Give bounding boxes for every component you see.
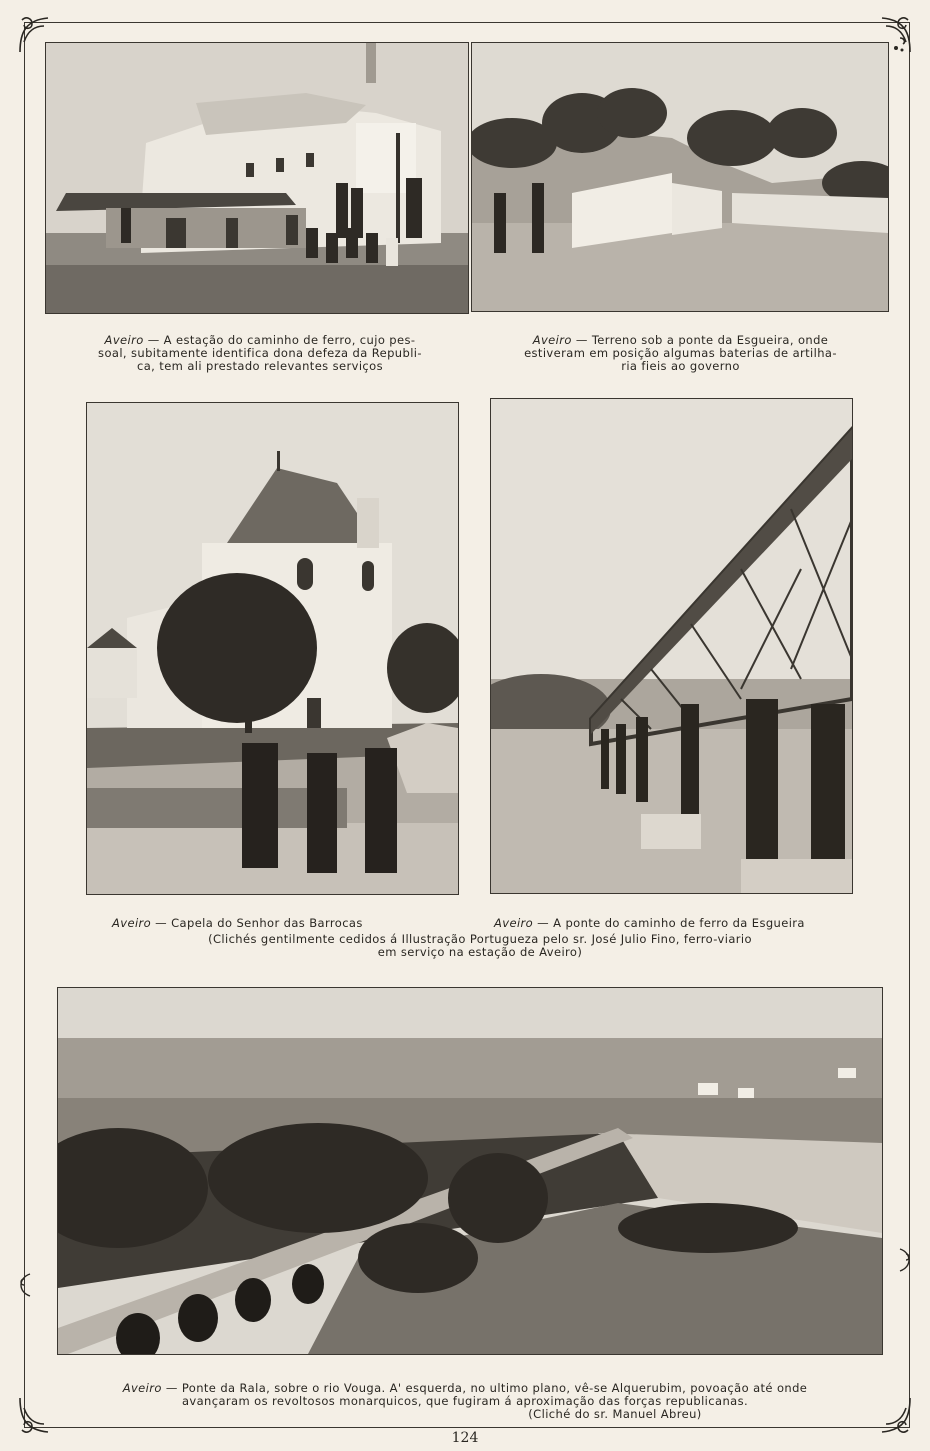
photo-credit bbox=[100, 933, 860, 959]
photo-credit-line-2: em serviço na estação de Aveiro) bbox=[377, 945, 583, 959]
station-photo bbox=[45, 42, 469, 314]
terrain-caption bbox=[488, 334, 873, 373]
railbridge-photo bbox=[490, 398, 853, 894]
station-caption-line-2: soal, subitamente identifica dona defeza da Republi- bbox=[98, 346, 422, 360]
terrain-photo bbox=[471, 42, 889, 312]
rala-credit: (Cliché do sr. Manuel Abreu) bbox=[528, 1407, 702, 1421]
railbridge-caption-text: — A ponte do caminho de ferro da Esgueira bbox=[537, 916, 805, 930]
station-caption-line-3: ca, tem ali prestado relevantes serviços bbox=[137, 359, 383, 373]
side-ornament-left bbox=[10, 1270, 40, 1300]
rala-caption-place: Aveiro bbox=[122, 1381, 162, 1395]
rala-bridge-photo bbox=[57, 987, 883, 1355]
rala-caption bbox=[30, 1382, 900, 1421]
station-caption-place: Aveiro bbox=[104, 333, 144, 347]
rala-caption-line-1: — Ponte da Rala, sobre o rio Vouga. A' esquerda, no ultimo plano, vê-se Alquerubim, povoação até onde bbox=[165, 1381, 808, 1395]
railbridge-caption bbox=[494, 917, 874, 930]
side-ornament-right bbox=[890, 1245, 920, 1275]
terrain-caption-line-1: — Terreno sob a ponte da Esgueira, onde bbox=[575, 333, 829, 347]
chapel-photo bbox=[86, 402, 459, 895]
station-caption bbox=[60, 334, 460, 373]
terrain-caption-line-2: estiveram em posição algumas baterias de artilha- bbox=[524, 346, 837, 360]
photo-credit-line-1: (Clichés gentilmente cedidos á Illustração Portugueza pelo sr. José Julio Fino, ferro-viario bbox=[208, 932, 752, 946]
page-number: 124 bbox=[451, 1430, 479, 1446]
chapel-caption bbox=[100, 917, 440, 930]
rala-caption-line-2: avançaram os revoltosos monarquicos, que fugiram á aproximação das forças republicanas. bbox=[181, 1394, 749, 1408]
terrain-caption-line-3: ria fieis ao governo bbox=[621, 359, 740, 373]
chapel-caption-place: Aveiro bbox=[112, 916, 152, 930]
terrain-caption-place: Aveiro bbox=[532, 333, 572, 347]
chapel-caption-text: — Capela do Senhor das Barrocas bbox=[155, 916, 363, 930]
station-caption-line-1: — A estação do caminho de ferro, cujo pes- bbox=[147, 333, 416, 347]
railbridge-caption-place: Aveiro bbox=[494, 916, 534, 930]
